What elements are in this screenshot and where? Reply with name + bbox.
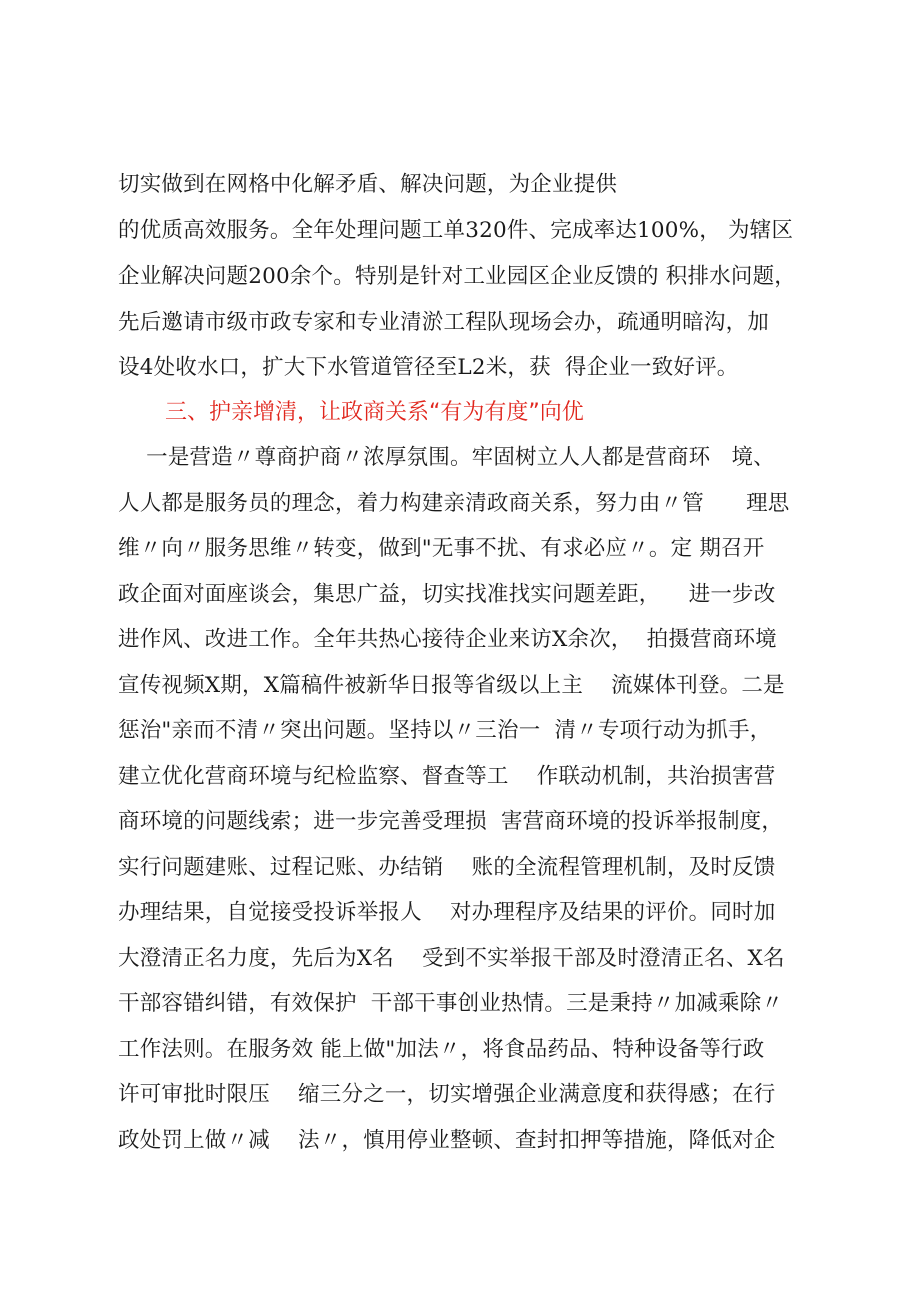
paragraph-line: 维〃向〃服务思维〃转变，做到"无事不扰、有求必应〃。定 期召开 (118, 536, 765, 561)
paragraph-line: 切实做到在网格中化解矛盾、解决问题，为企业提供 (118, 172, 618, 197)
paragraph-line: 建立优化营商环境与纪检监察、督查等工 作联动机制，共治损害营 (118, 764, 776, 789)
paragraph-line: 惩治"亲而不清〃突出问题。坚持以〃三治一 清〃专项行动为抓手， (118, 718, 772, 743)
paragraph-line: 许可审批时限压 缩三分之一，切实增强企业满意度和获得感；在行 (118, 1082, 776, 1107)
paragraph-line: 进作风、改进工作。全年共热心接待企业来访X余次， 拍摄营商环境 (118, 627, 777, 652)
paragraph-line: 的优质高效服务。全年处理问题工单320件、完成率达100%， 为辖区 (118, 218, 794, 243)
paragraph-line: 先后邀请市级市政专家和专业清淤工程队现场会办，疏通明暗沟，加 (118, 310, 770, 335)
paragraph-line: 实行问题建账、过程记账、办结销 账的全流程管理机制，及时反馈 (118, 855, 776, 880)
paragraph-line: 大澄清正名力度，先后为X名 受到不实举报干部及时澄清正名、X名 (118, 946, 785, 971)
paragraph-line: 干部容错纠错，有效保护 干部干事创业热情。三是秉持〃加减乘除〃 (118, 991, 784, 1016)
paragraph-line: 办理结果，自觉接受投诉举报人 对办理程序及结果的评价。同时加 (118, 900, 776, 925)
paragraph-line: 政企面对面座谈会，集思广益，切实找准找实问题差距， 进一步改 (118, 582, 776, 607)
paragraph-line: 企业解决问题200余个。特别是针对工业园区企业反馈的 积排水问题， (118, 264, 796, 289)
paragraph-line: 商环境的问题线索；进一步完善受理损 害营商环境的投诉举报制度， (118, 809, 784, 834)
paragraph-line: 设4处收水口，扩大下水管道管径至L2米，获 得企业一致好评。 (118, 355, 739, 380)
paragraph-line: 一是营造〃尊商护商〃浓厚氛围。牢固树立人人都是营商环 境、 (118, 445, 775, 470)
paragraph-line: 政处罚上做〃减 法〃，慎用停业整顿、查封扣押等措施，降低对企 (118, 1128, 776, 1153)
section-heading: 三、护亲增清，让政商关系“有为有度”向优 (165, 400, 584, 425)
paragraph-line: 工作法则。在服务效 能上做"加法〃，将食品药品、特种设备等行政 (118, 1037, 765, 1062)
paragraph-line: 人人都是服务员的理念，着力构建亲清政商关系，努力由〃管 理思 (118, 491, 790, 516)
paragraph-line: 宣传视频X期，X篇稿件被新华日报等省级以上主 流媒体刊登。二是 (118, 673, 785, 698)
